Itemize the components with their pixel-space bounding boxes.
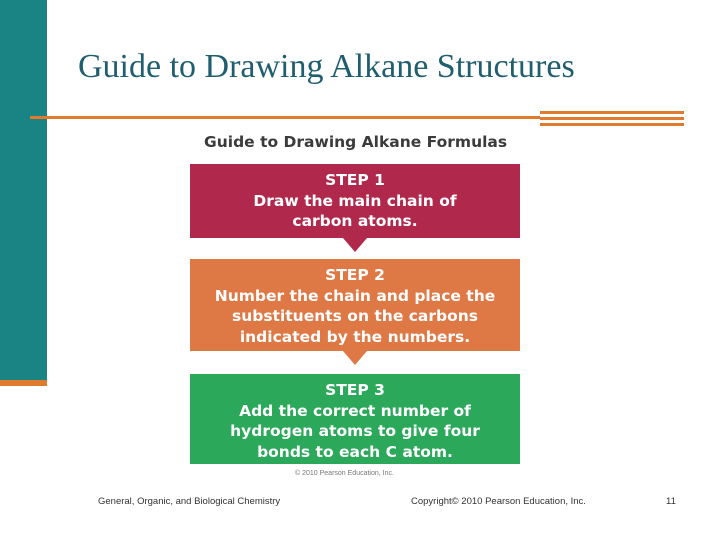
title-underline xyxy=(30,116,540,119)
step-1-label: STEP 1 xyxy=(325,171,385,189)
sidebar-accent-stripe xyxy=(0,380,47,386)
figure-title: Guide to Drawing Alkane Formulas xyxy=(204,133,508,151)
corner-stripe xyxy=(540,117,684,120)
step-3-label: STEP 3 xyxy=(325,381,385,399)
step-1-arrow-icon xyxy=(343,238,367,252)
step-2-label: STEP 2 xyxy=(325,266,385,284)
figure-credit: © 2010 Pearson Education, Inc. xyxy=(295,470,394,477)
footer-copyright: Copyright© 2010 Pearson Education, Inc. xyxy=(411,496,586,507)
step-3-box xyxy=(190,374,520,464)
step-2-box xyxy=(190,259,520,351)
step-3-text: Add the correct number of hydrogen atoms to give four bonds to each C atom. xyxy=(230,401,480,461)
corner-stripe xyxy=(540,111,684,114)
page-number: 11 xyxy=(666,496,676,507)
corner-stripe xyxy=(540,123,684,126)
footer-course-title: General, Organic, and Biological Chemistry xyxy=(98,496,281,507)
slide-title: Guide to Drawing Alkane Structures xyxy=(78,48,575,85)
step-1-text: Draw the main chain of carbon atoms. xyxy=(253,191,457,230)
step-1-box xyxy=(190,164,520,238)
step-2-text: Number the chain and place the substituents on the carbons indicated by the numbers. xyxy=(214,286,496,346)
step-2-arrow-icon xyxy=(343,351,367,365)
corner-decoration xyxy=(540,111,684,127)
sidebar-accent-bar xyxy=(0,0,47,380)
